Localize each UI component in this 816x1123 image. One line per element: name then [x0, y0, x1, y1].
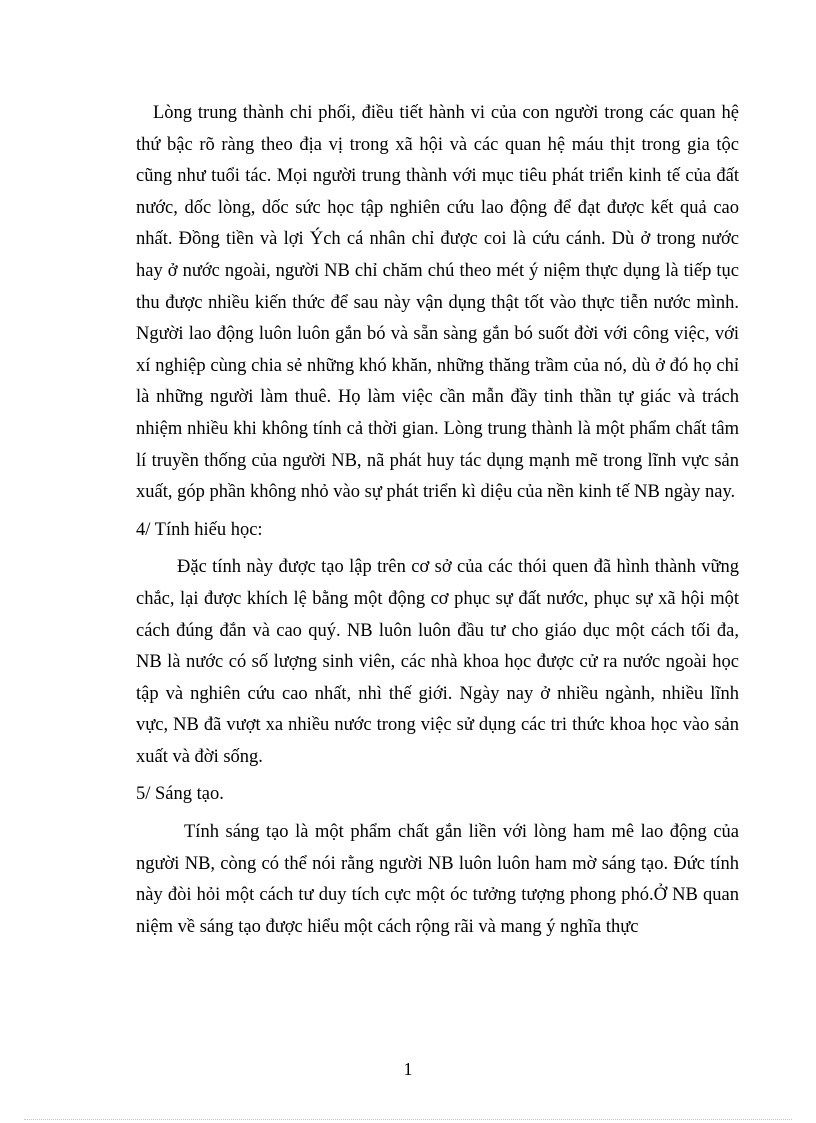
paragraph-creativity: Tính sáng tạo là một phẩm chất gắn liền với lòng ham mê lao động của người NB, còng có thể nói rằng người NB luôn luôn ham mờ sáng tạo. Đức tính này đòi hỏi một cách tư duy tích cực một óc tưởng tượng phong phó.Ở NB quan niệm về sáng tạo được hiểu một cách rộng rãi và mang ý nghĩa thực: [136, 822, 739, 937]
paragraph-loyalty: Lòng trung thành chi phối, điều tiết hành vi của con người trong các quan hệ thứ bậc rõ ràng theo địa vị trong xã hội và các quan hệ máu thịt trong gia tộc cũng như tuổi tác. Mọi người trung thành với mục tiêu phát triển kinh tế của đất nước, dốc lòng, dốc sức học tập nghiên cứu lao động để đạt được kết quả cao nhất. Đồng tiền và lợi Ých cá nhân chỉ được coi là cứu cánh. Dù ở trong nước hay ở nước ngoài, người NB chỉ chăm chú theo mét ý niệm thực dụng là tiếp tục thu được nhiều kiến thức để sau này vận dụng thật tốt vào thực tiễn nước mình. Người lao động luôn luôn gắn bó và sẵn sàng gắn bó suốt đời với công việc, với xí nghiệp cùng chia sẻ những khó khăn, những thăng trầm của nó, dù ở đó họ chỉ là những người làm thuê. Họ làm việc cần mẫn đầy tinh thần tự giác và trách nhiệm nhiều khi không tính cả thời gian. Lòng trung thành là một phẩm chất tâm lí truyền thống của người NB, nã phát huy tác dụng mạnh mẽ trong lĩnh vực sản xuất, góp phần không nhỏ vào sự phát triển kì diệu của nền kinh tế NB ngày nay.: [136, 103, 739, 503]
document-body: [136, 98, 739, 943]
heading-studiousness: 4/ Tính hiếu học:: [136, 519, 263, 540]
heading-creativity: 5/ Sáng tạo.: [136, 784, 224, 805]
paragraph-studiousness: Đặc tính này được tạo lập trên cơ sở của các thói quen đã hình thành vững chắc, lại được khích lệ bằng một động cơ phục sự đất nước, phục sự xã hội một cách đúng đắn và cao quý. NB luôn luôn đầu tư cho giáo dục một cách tối đa, NB là nước có số lượng sinh viên, các nhà khoa học được cử ra nước ngoài học tập và nghiên cứu cao nhất, nhì thế giới. Ngày nay ở nhiều ngành, nhiều lĩnh vực, NB đã vượt xa nhiều nước trong việc sử dụng các tri thức khoa học vào sản xuất và đời sống.: [136, 557, 739, 767]
page-number: 1: [403, 1059, 413, 1079]
page-bottom-divider: [24, 1119, 792, 1120]
